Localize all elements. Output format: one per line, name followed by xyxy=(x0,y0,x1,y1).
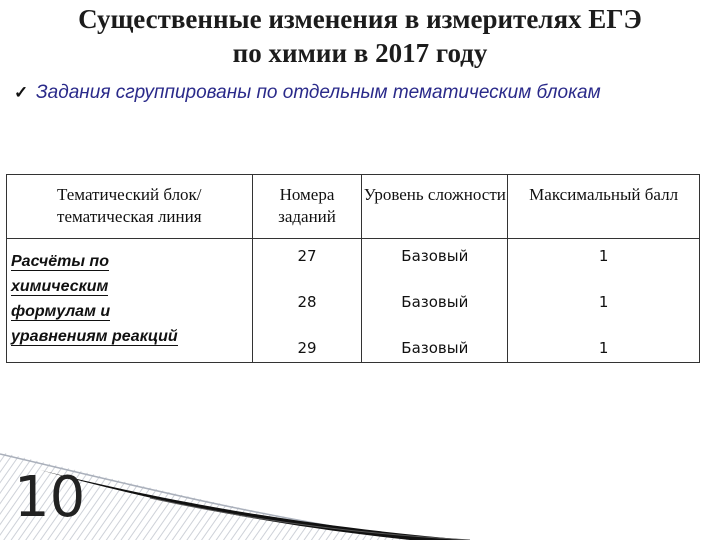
task-level: Базовый xyxy=(401,293,469,311)
bullet-text: Задания сгруппированы по отдельным тематическим блокам xyxy=(36,82,601,103)
task-max-score: 1 xyxy=(598,247,609,265)
topic-cell xyxy=(7,239,253,363)
max-score-cell xyxy=(508,239,700,363)
topic-line-2: химическим xyxy=(11,278,109,295)
table-header-row xyxy=(7,175,700,239)
task-level: Базовый xyxy=(401,339,469,357)
task-max-score: 1 xyxy=(598,293,609,311)
levels-cell xyxy=(362,239,508,363)
task-level: Базовый xyxy=(401,247,469,265)
table-row xyxy=(7,239,700,363)
task-number: 28 xyxy=(297,293,317,311)
slide-title-line-2: по химии в 2017 году xyxy=(232,38,488,68)
checkmark-icon: ✓ xyxy=(14,83,29,102)
topic-line-4: уравнениям реакций xyxy=(11,328,178,345)
bullet-point xyxy=(14,80,714,106)
task-number: 27 xyxy=(297,247,317,265)
topic-line-1: Расчёты по xyxy=(11,253,109,270)
task-max-score: 1 xyxy=(598,339,609,357)
numbers-cell xyxy=(252,239,362,363)
header-max-score: Максимальный балл xyxy=(508,175,700,239)
slide-title-line-1: Существенные изменения в измерителях ЕГЭ xyxy=(78,4,642,34)
slide-title xyxy=(0,2,720,70)
page-number: 10 xyxy=(14,465,86,530)
task-number: 29 xyxy=(297,339,317,357)
topic-line-3: формулам и xyxy=(11,303,111,320)
header-topic: Тематический блок/ тематическая линия xyxy=(7,175,253,239)
header-level: Уровень сложности xyxy=(362,175,508,239)
thematic-blocks-table xyxy=(6,174,700,363)
header-numbers: Номера заданий xyxy=(252,175,362,239)
decorative-swoosh xyxy=(0,440,720,540)
